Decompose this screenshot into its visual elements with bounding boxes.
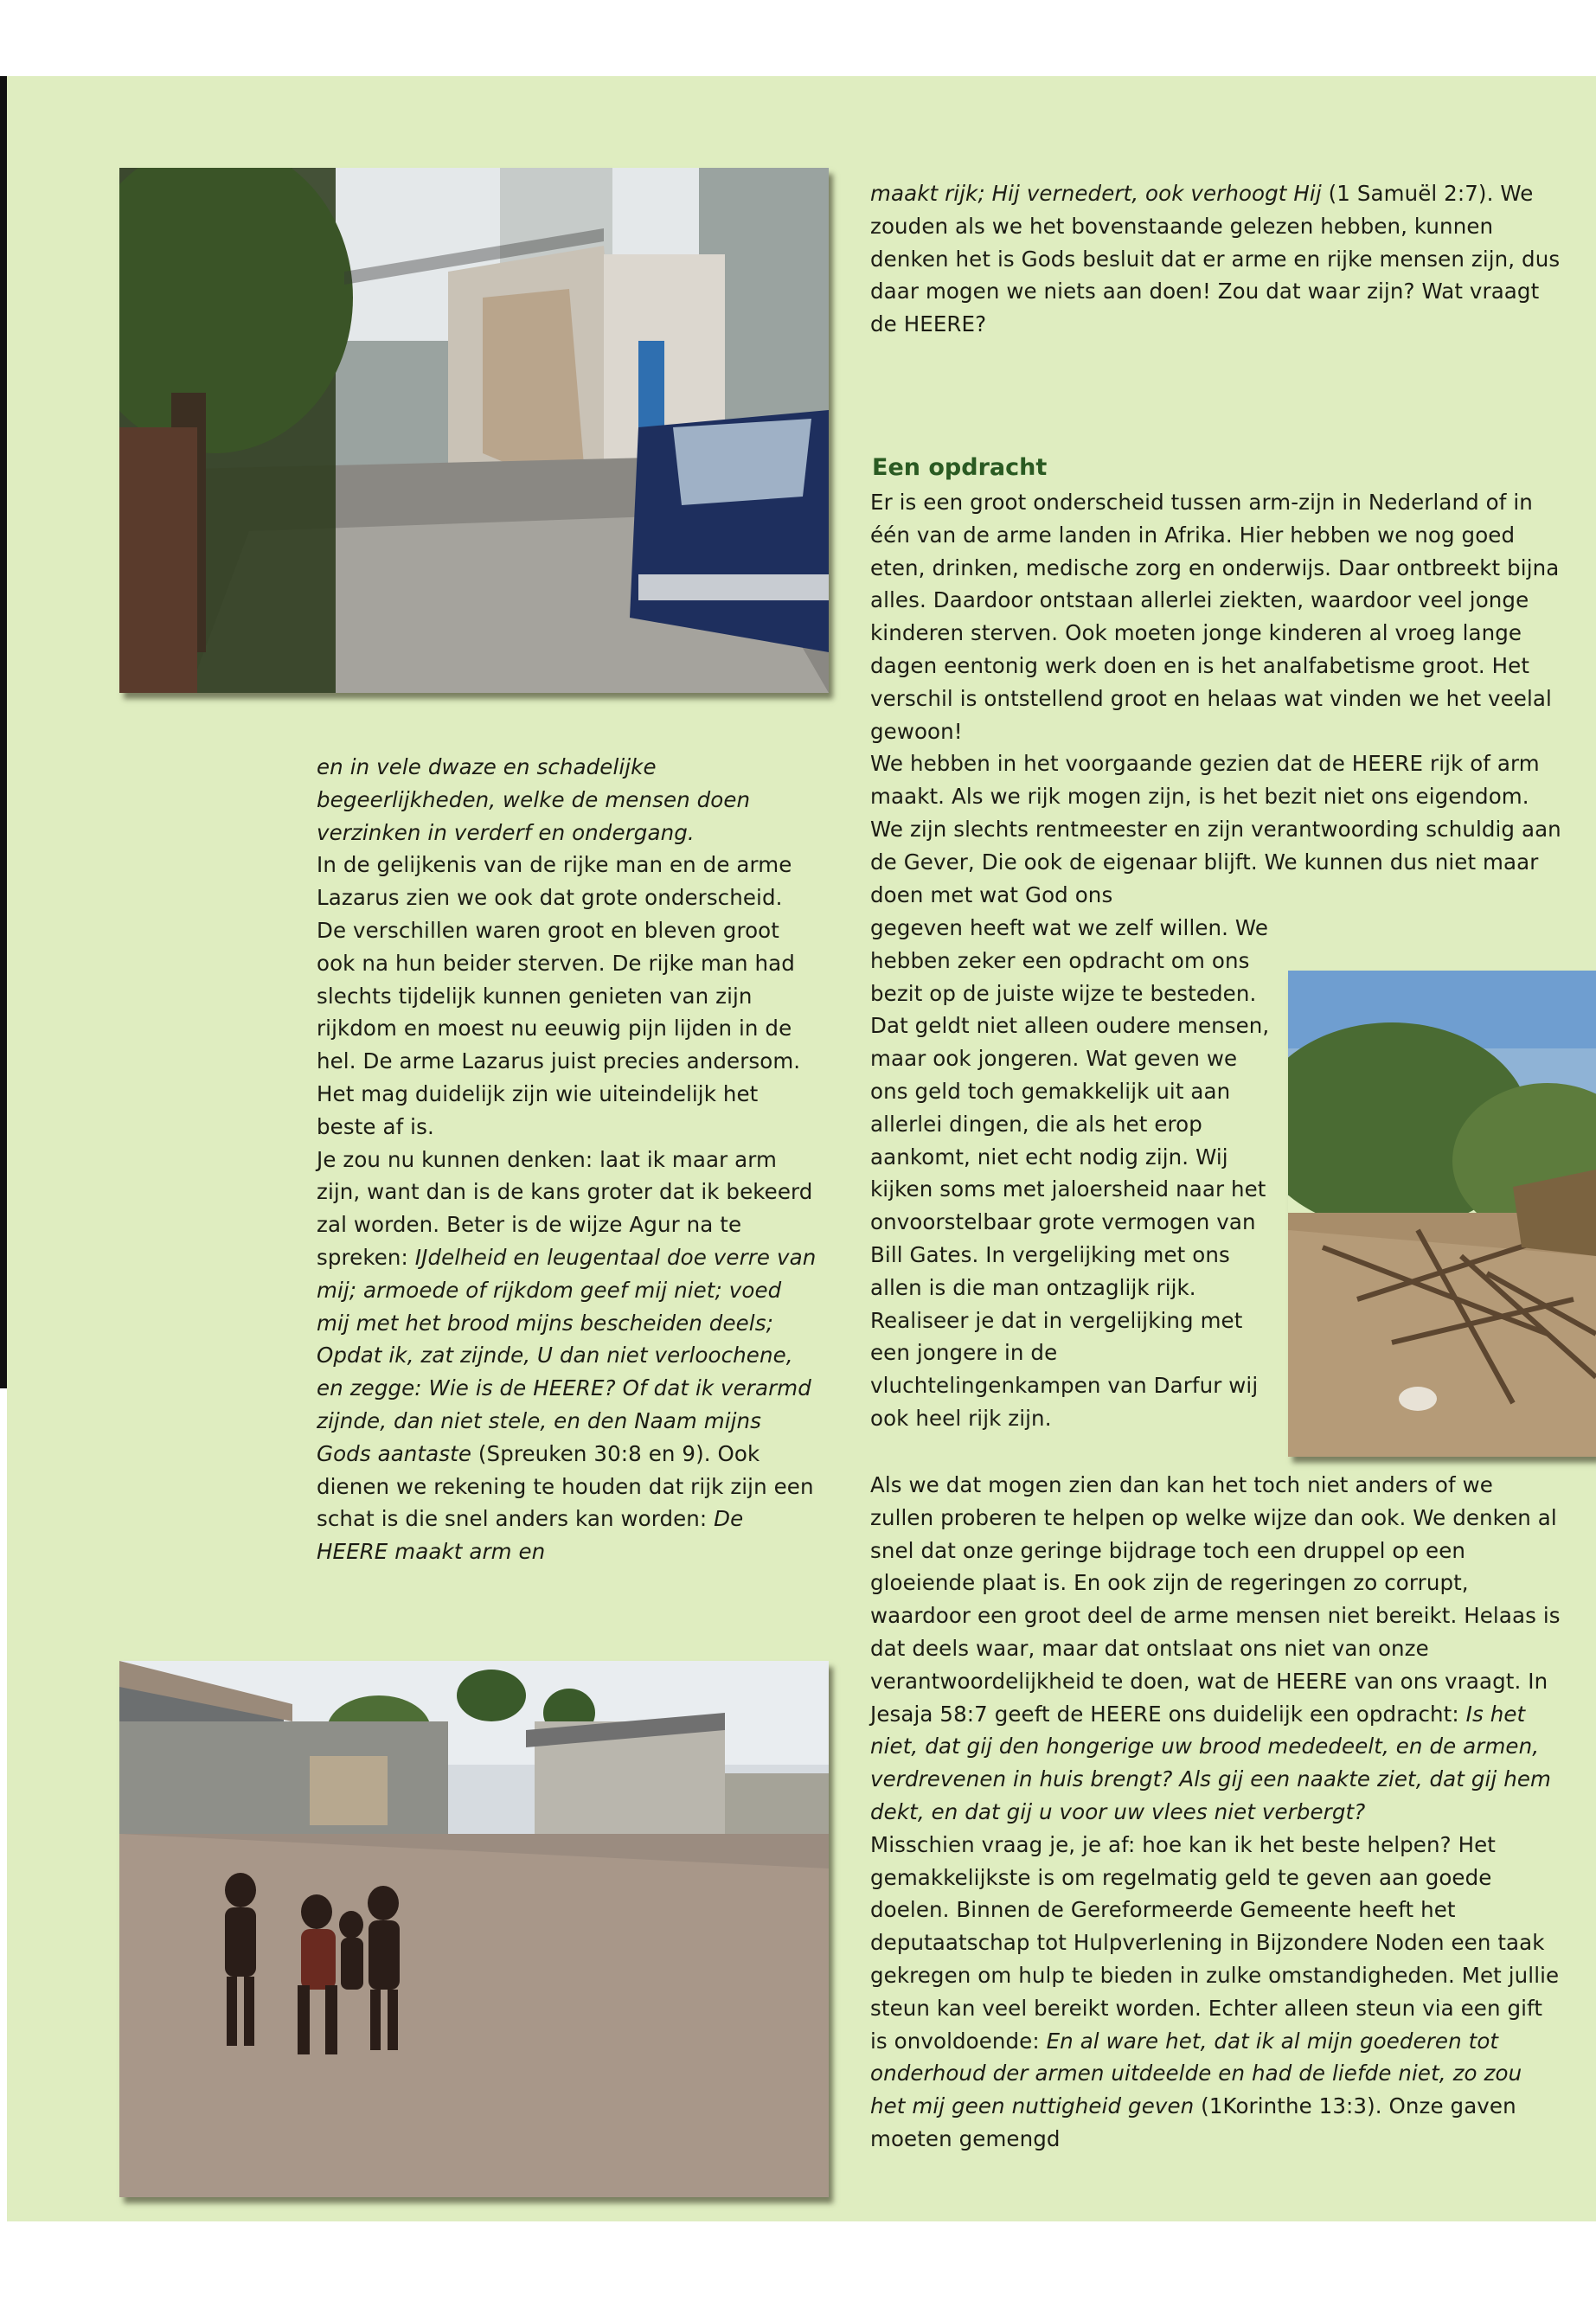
text-run: Je zou nu kunnen denken: laat ik maar arm zijn, want dan is de kans groter dat ik bekeerd zal worden. Beter is de wijze Agur na te spreken: xyxy=(317,1146,813,1270)
text-run: Er is een groot onderscheid tussen arm-zijn in Nederland of in één van de arme landen in Afrika. Hier hebben we nog goed eten, drinken, medische zorg en onderwijs. Daar ontbreekt bijna alles. Daardoor ontstaan allerlei ziekten, waardoor veel jonge kinderen sterven. Ook moeten jonge kinderen al vroeg lange dagen eentonig werk doen en is het analfabetisme groot. Het verschil is ontstellend groot en helaas wat vinden we het veelal gewoon! xyxy=(870,490,1560,744)
paragraph xyxy=(317,1144,818,1568)
italic-quote: maakt rijk; Hij vernedert, ook verhoogt Hij xyxy=(870,181,1322,206)
text-run: (1Korinthe 13:3). Onze gaven moeten gemengd xyxy=(870,2093,1516,2151)
paragraph xyxy=(317,849,818,1143)
paragraph xyxy=(870,1469,1562,1829)
italic-quote: en in vele dwaze en schadelijke begeerlijkheden, welke de mensen doen verzinken in verderf en ondergang. xyxy=(317,754,751,845)
section-heading: Een opdracht xyxy=(872,454,1048,481)
italic-quote: En al ware het, dat ik al mijn goederen tot onderhoud der armen uitdeelde en had de liefde niet, zo zou het mij geen nuttigheid geven xyxy=(870,2028,1522,2119)
paragraph xyxy=(870,747,1562,911)
magazine-page xyxy=(7,76,1596,2221)
paragraph xyxy=(870,177,1562,341)
text-run: Misschien vraag je, je af: hoe kan ik het beste helpen? Het gemakkelijkste is om regelmatig geld te geven aan goede doelen. Binnen de Gereformeerde Gemeente heeft het deputaatschap tot Hulpverlening in Bijzondere Noden een taak gekregen om hulp te bieden in zulke omstandigheden. Met jullie steun kan veel bereikt worden. Echter alleen steun via een gift is onvoldoende: xyxy=(870,1831,1560,2054)
street-photo xyxy=(119,168,829,693)
paragraph xyxy=(870,1009,1277,1434)
coast-photo xyxy=(1288,971,1596,1457)
text-run: In de gelijkenis van de rijke man en de arme Lazarus zien we ook dat grote onderscheid. De verschillen waren groot en bleven groot ook na hun beider sterven. De rijke man had slechts tijdelijk kunnen genieten van zijn rijkdom en moest nu eeuwig pijn lijden in de hel. De arme Lazarus juist precies andersom. Het mag duidelijk zijn wie uiteindelijk het beste af is. xyxy=(317,852,801,1139)
right-column-mid-text xyxy=(870,486,1562,911)
paragraph xyxy=(870,486,1562,747)
paragraph xyxy=(870,1829,1562,2156)
right-column-top-text xyxy=(870,177,1562,341)
right-column-narrow-text xyxy=(870,912,1277,1435)
scan-edge xyxy=(0,76,7,1388)
right-column-bottom-text xyxy=(870,1469,1562,2156)
text-run: gegeven heeft wat we zelf willen. We hebben zeker een opdracht om ons bezit op de juiste wijze te besteden. xyxy=(870,915,1268,1006)
italic-quote: Is het niet, dat gij den hongerige uw brood mededeelt, en de armen, verdrevenen in huis brengt? Als gij een naakte ziet, dat gij hem dekt, en dat gij u voor uw vlees niet verbergt? xyxy=(870,1701,1551,1824)
paragraph xyxy=(317,751,818,849)
text-run: Als we dat mogen zien dan kan het toch niet anders of we zullen proberen te helpen op welke wijze dan ook. We denken al snel dat onze geringe bijdrage toch een druppel op een gloeiende plaat is. En ook zijn de regeringen zo corrupt, waardoor een groot deel de arme mensen niet bereikt. Helaas is dat deels waar, maar dat ontslaat ons niet van onze verantwoordelijkheid te doen, wat de HEERE van ons vraagt. In Jesaja 58:7 geeft de HEERE ons duidelijk een opdracht: xyxy=(870,1472,1561,1727)
text-run: (1 Samuël 2:7). We zouden als we het bovenstaande gelezen hebben, kunnen denken het is Gods besluit dat er arme en rijke mensen zijn, dus daar mogen we niets aan doen! Zou dat waar zijn? Wat vraagt de HEERE? xyxy=(870,181,1561,337)
children-photo xyxy=(119,1661,829,2197)
italic-quote: De HEERE maakt arm en xyxy=(317,1506,744,1565)
paragraph xyxy=(870,912,1277,1009)
left-column-text xyxy=(317,751,818,1568)
text-run: (Spreuken 30:8 en 9). Ook dienen we rekening te houden dat rijk zijn een schat is die snel anders kan worden: xyxy=(317,1440,814,1532)
text-run: We hebben in het voorgaande gezien dat de HEERE rijk of arm maakt. Als we rijk mogen zijn, is het bezit niet ons eigendom. We zijn slechts rentmeester en zijn verantwoording schuldig aan de Gever, Die ook de eigenaar blijft. We kunnen dus niet maar doen met wat God ons xyxy=(870,751,1561,907)
text-run: Dat geldt niet alleen oudere mensen, maar ook jongeren. Wat geven we ons geld toch gemakkelijk uit aan allerlei dingen, die als het erop aankomt, niet echt nodig zijn. Wij kijken soms met jaloersheid naar het onvoorstelbaar grote vermogen van Bill Gates. In vergelijking met ons allen is die man ontzaglijk rijk. Realiseer je dat in vergelijking met een jongere in de vluchtelingenkampen van Darfur wij ook heel rijk zijn. xyxy=(870,1013,1270,1431)
italic-quote: IJdelheid en leugentaal doe verre van mij; armoede of rijkdom geef mij niet; voed mij met het brood mijns bescheiden deels; Opdat ik, zat zijnde, U dan niet verloochene, en zegge: Wie is de HEERE? Of dat ik verarmd zijnde, dan niet stele, en den Naam mijns Gods aantaste xyxy=(317,1244,817,1466)
